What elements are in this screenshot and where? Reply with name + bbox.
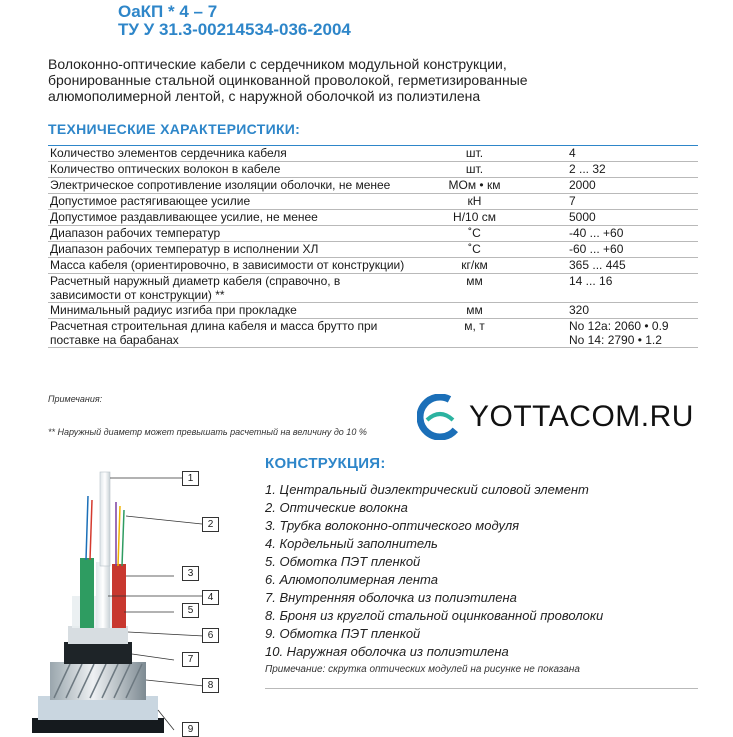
spec-unit: ˚С: [412, 226, 537, 242]
spec-unit: кг/км: [412, 258, 537, 274]
logo-text: YOTTACOM.RU: [469, 400, 694, 433]
construction-bottom-rule: [265, 688, 698, 689]
callout-box: 3: [182, 566, 199, 581]
spec-name: Диапазон рабочих температур в исполнении ХЛ: [48, 242, 412, 258]
spec-unit: мм: [412, 274, 537, 303]
spec-unit: шт.: [412, 146, 537, 162]
specs-table: [48, 146, 698, 348]
spec-value: -60 ... +60: [537, 242, 698, 258]
spec-unit: мм: [412, 303, 537, 319]
callout-box: 6: [202, 628, 219, 643]
spec-value: No 12а: 2060 • 0.9 No 14: 2790 • 1.2: [537, 319, 698, 348]
spec-name: Допустимое растягивающее усилие: [48, 194, 412, 210]
intro-line: алюмополимерной лентой, с наружной оболочкой из полиэтилена: [48, 88, 481, 104]
spec-name: Расчетная строительная длина кабеля и масса брутто при поставке на барабанах: [48, 319, 412, 348]
spec-name: Масса кабеля (ориентировочно, в зависимости от конструкции): [48, 258, 412, 274]
construction-item: 2. Оптические волокна: [265, 500, 408, 515]
spec-row: [48, 258, 698, 274]
intro-line: Волоконно-оптические кабели с сердечником модульной конструкции,: [48, 56, 507, 72]
intro-description: [48, 56, 648, 104]
intro-line: бронированные стальной оцинкованной проволокой, герметизированные: [48, 72, 528, 88]
spec-unit: м, т: [412, 319, 537, 348]
callout-box: 1: [182, 471, 199, 486]
notes-label: Примечания:: [48, 394, 103, 404]
spec-unit: кН: [412, 194, 537, 210]
spec-name: Количество оптических волокон в кабеле: [48, 162, 412, 178]
spec-row: [48, 178, 698, 194]
spec-row: [48, 242, 698, 258]
spec-unit: ˚С: [412, 242, 537, 258]
construction-item: 3. Трубка волоконно-оптического модуля: [265, 518, 520, 533]
callout-box: 9: [182, 722, 199, 737]
construction-item: 5. Обмотка ПЭТ пленкой: [265, 554, 421, 569]
spec-name: Количество элементов сердечника кабеля: [48, 146, 412, 162]
spec-value: 7: [537, 194, 698, 210]
construction-item: 1. Центральный диэлектрический силовой элемент: [265, 482, 589, 497]
construction-item: 7. Внутренняя оболочка из полиэтилена: [265, 590, 517, 605]
construction-item: 6. Алюмополимерная лента: [265, 572, 438, 587]
spec-row: [48, 146, 698, 162]
spec-row: [48, 274, 698, 303]
product-title: ОаКП * 4 – 7: [118, 2, 218, 21]
spec-unit: Н/10 см: [412, 210, 537, 226]
specs-heading: ТЕХНИЧЕСКИЕ ХАРАКТЕРИСТИКИ:: [48, 121, 301, 137]
spec-name: Диапазон рабочих температур: [48, 226, 412, 242]
callout-box: 7: [182, 652, 199, 667]
spec-unit: МОм • км: [412, 178, 537, 194]
spec-name: Электрическое сопротивление изоляции оболочки, не менее: [48, 178, 412, 194]
callout-box: 5: [182, 603, 199, 618]
yottacom-logo: [417, 394, 694, 440]
construction-item: 8. Броня из круглой стальной оцинкованной проволоки: [265, 608, 604, 623]
callout-box: 8: [202, 678, 219, 693]
construction-heading: КОНСТРУКЦИЯ:: [265, 455, 386, 472]
spec-value: 2000: [537, 178, 698, 194]
spec-value: 365 ... 445: [537, 258, 698, 274]
standard-code: ТУ У 31.3-00214534-036-2004: [118, 20, 351, 39]
spec-value: 320: [537, 303, 698, 319]
logo-mark-icon: [417, 394, 463, 440]
spec-row: [48, 226, 698, 242]
callout-box: 2: [202, 517, 219, 532]
footnote: ** Наружный диаметр может превышать расчетный на величину до 10 %: [48, 427, 367, 437]
spec-unit: шт.: [412, 162, 537, 178]
callout-box: 4: [202, 590, 219, 605]
construction-item: 4. Кордельный заполнитель: [265, 536, 438, 551]
spec-name: Расчетный наружный диаметр кабеля (справочно, в зависимости от конструкции) **: [48, 274, 412, 303]
spec-name: Допустимое раздавливающее усилие, не менее: [48, 210, 412, 226]
spec-row: [48, 194, 698, 210]
spec-row: [48, 162, 698, 178]
spec-row: [48, 210, 698, 226]
construction-note: Примечание: скрутка оптических модулей на рисунке не показана: [265, 664, 580, 675]
spec-value: 4: [537, 146, 698, 162]
spec-value: -40 ... +60: [537, 226, 698, 242]
spec-value: 2 ... 32: [537, 162, 698, 178]
spec-row: [48, 303, 698, 319]
spec-row: [48, 319, 698, 348]
construction-item: 9. Обмотка ПЭТ пленкой: [265, 626, 421, 641]
construction-item: 10. Наружная оболочка из полиэтилена: [265, 644, 509, 659]
spec-value: 14 ... 16: [537, 274, 698, 303]
construction-list: [265, 481, 603, 661]
spec-name: Минимальный радиус изгиба при прокладке: [48, 303, 412, 319]
spec-value: 5000: [537, 210, 698, 226]
